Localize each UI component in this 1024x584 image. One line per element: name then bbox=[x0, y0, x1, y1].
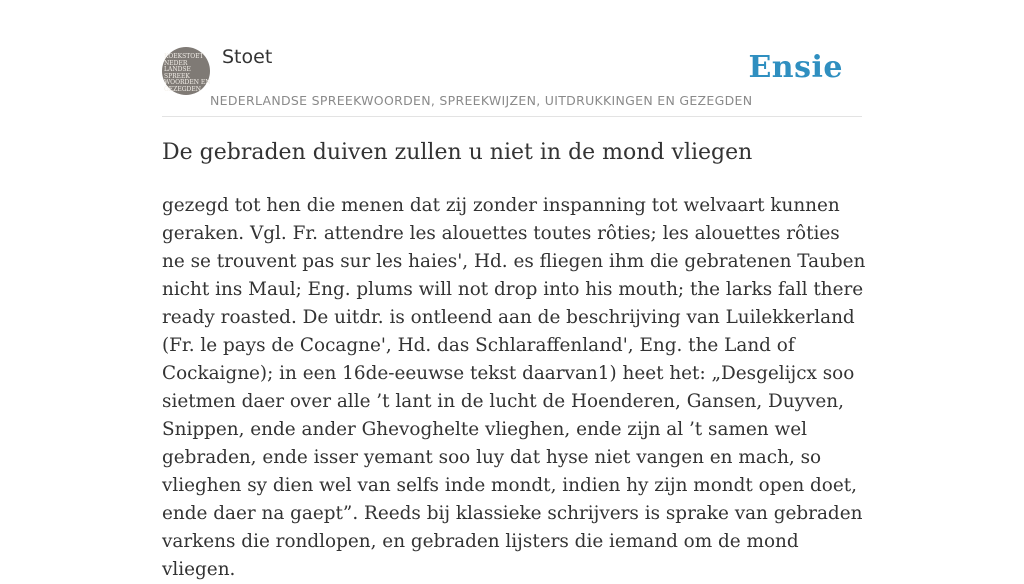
entry-body: gezegd tot hen die menen dat zij zonder inspanning tot welvaart kunnen geraken. Vgl. Fr. attendre les alouettes toutes rôties; les alouettes rôties ne se trouvent pas sur les haies', Hd. es fliegen ihm die gebratenen Tauben nicht ins Maul; Eng. plums will not drop into his mouth; the larks fall there ready roasted. De uitdr. is ontleend aan de beschrijving van Luilekkerland (Fr. le pays de Cocagne', Hd. das Schlaraffenland', Eng. the Land of Cockaigne); in een 16de-eeuwse tekst daarvan1) heet het: „Desgelijcx soo sietmen daer over alle ’t lant in de lucht de Hoenderen, Gansen, Duyven, Snippen, ende ander Ghevoghelte vlieghen, ende zijn al ’t samen wel gebraden, ende isser yemant soo luy dat hyse niet vangen en mach, so vlieghen sy dien wel van selfs inde mondt, indien hy zijn mondt open doet, ende daer na gaept”. Reeds bij klassieke schrijvers is sprake van gebraden varkens die rondlopen, en gebraden lijsters die iemand om de mond vliegen. bbox=[162, 195, 866, 580]
avatar-text-line: WOORDEN EN bbox=[164, 79, 211, 86]
avatar-text-line: LANDSE bbox=[164, 66, 191, 73]
entry-title: De gebraden duiven zullen u niet in de mond vliegen bbox=[162, 140, 753, 165]
header bbox=[162, 0, 862, 117]
avatar-text-line: KOEKSTOET bbox=[164, 53, 204, 60]
author-link[interactable]: Stoet bbox=[222, 46, 273, 68]
avatar-text-line: GEZEGDEN bbox=[164, 85, 201, 93]
content-container bbox=[162, 0, 866, 580]
source-subtitle[interactable]: NEDERLANDSE SPREEKWOORDEN, SPREEKWIJZEN, UITDRUKKINGEN EN GEZEGDEN bbox=[210, 93, 753, 108]
author-avatar[interactable] bbox=[162, 47, 210, 95]
ensie-logo[interactable]: Ensie bbox=[748, 50, 843, 85]
avatar-text-line: SPREEK bbox=[164, 72, 190, 80]
avatar-text-line: NEDER bbox=[164, 59, 188, 67]
